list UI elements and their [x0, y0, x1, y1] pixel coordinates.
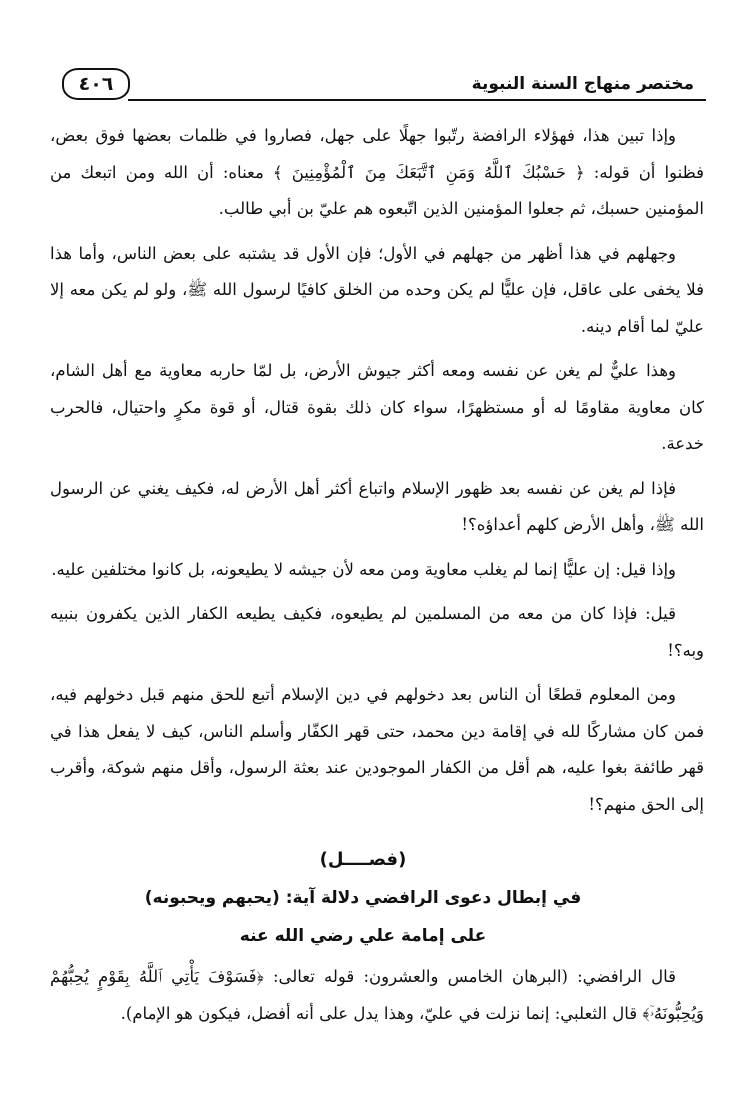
paragraph: وجهلهم في هذا أظهر من جهلهم في الأول؛ فإن الأول قد يشتبه على بعض الناس، وأما هذا فلا يخفى على عاقل، فإن عليًّا لم يكن وحده من الخلق كافيًا لرسول الله ﷺ، ولو لم يكن معه إلا عليّ لما أقام دينه. [50, 243, 704, 336]
closing-paragraph: قال الرافضي: (البرهان الخامس والعشرون: قوله تعالى: ﴿فَسَوْفَ يَأْتِي ٱللَّهُ بِقَوْمٍ يُحِبُّهُمْ وَيُحِبُّونَهُۥٓ﴾ قال الثعلبي: إنما نزلت في عليّ، وهذا يدل على أنه أفضل، فيكون هو الإمام). [50, 967, 704, 1023]
page-number: ٤٠٦ [62, 68, 130, 100]
paragraph: وهذا عليٌّ لم يغن عن نفسه ومعه أكثر جيوش الأرض، بل لمّا حاربه معاوية مع أهل الشام، كان معاوية مقاومًا له أو مستظهرًا، سواء كان ذلك بقوة قتال، أو قوة مكرٍ واحتيال، فالحرب خدعة. [50, 361, 704, 453]
section-title-line-2: على إمامة علي رضي الله عنه [239, 926, 487, 946]
paragraph: وإذا قيل: إن عليًّا إنما لم يغلب معاوية ومن معه لأن جيشه لا يطيعونه، بل كانوا مختلفين عليه. [51, 559, 676, 579]
running-title: مختصر منهاج السنة النبوية [471, 74, 694, 94]
section-title-line-1: في إبطال دعوى الرافضي دلالة آية: (يحبهم ويحبونه) [144, 888, 582, 908]
header-rule [128, 99, 706, 101]
page-body [50, 118, 704, 1040]
paragraph: وإذا تبين هذا، فهؤلاء الرافضة رتّبوا جهلًا على جهل، فصاروا في ظلمات بعضها فوق بعض، فظنوا أن قوله: ﴿ حَسْبُكَ ٱللَّهُ وَمَنِ ٱتَّبَعَكَ مِنَ ٱلْمُؤْمِنِينَ ﴾ معناه: أن الله ومن اتبعك من المؤمنين حسبك، ثم جعلوا المؤمنين الذين اتّبعوه هم عليّ بن أبي طالب. [50, 126, 704, 218]
section-label: (فصــــل) [319, 849, 407, 870]
page-header [58, 68, 706, 102]
paragraph: قيل: فإذا كان من معه من المسلمين لم يطيعوه، فكيف يطيعه الكفار الذين يكفرون بنبيه وبه؟! [50, 604, 704, 660]
paragraph: ومن المعلوم قطعًا أن الناس بعد دخولهم في دين الإسلام أتبع للحق منهم قبل دخولهم فيه، فمن كان مشاركًا لله في إقامة دين محمد، حتى قهر الكفّار وأسلم الناس، كيف لا يفعل هذا في قهر طائفة بغوا عليه، هم أقل من الكفار الموجودين عند بعثة الرسول، وأقل منهم شوكة، وأقرب إلى الحق منهم؟! [50, 685, 704, 814]
paragraph: فإذا لم يغن عن نفسه بعد ظهور الإسلام واتباع أكثر أهل الأرض له، فكيف يغني عن الرسول الله ﷺ، وأهل الأرض كلهم أعداؤه؟! [50, 478, 704, 534]
